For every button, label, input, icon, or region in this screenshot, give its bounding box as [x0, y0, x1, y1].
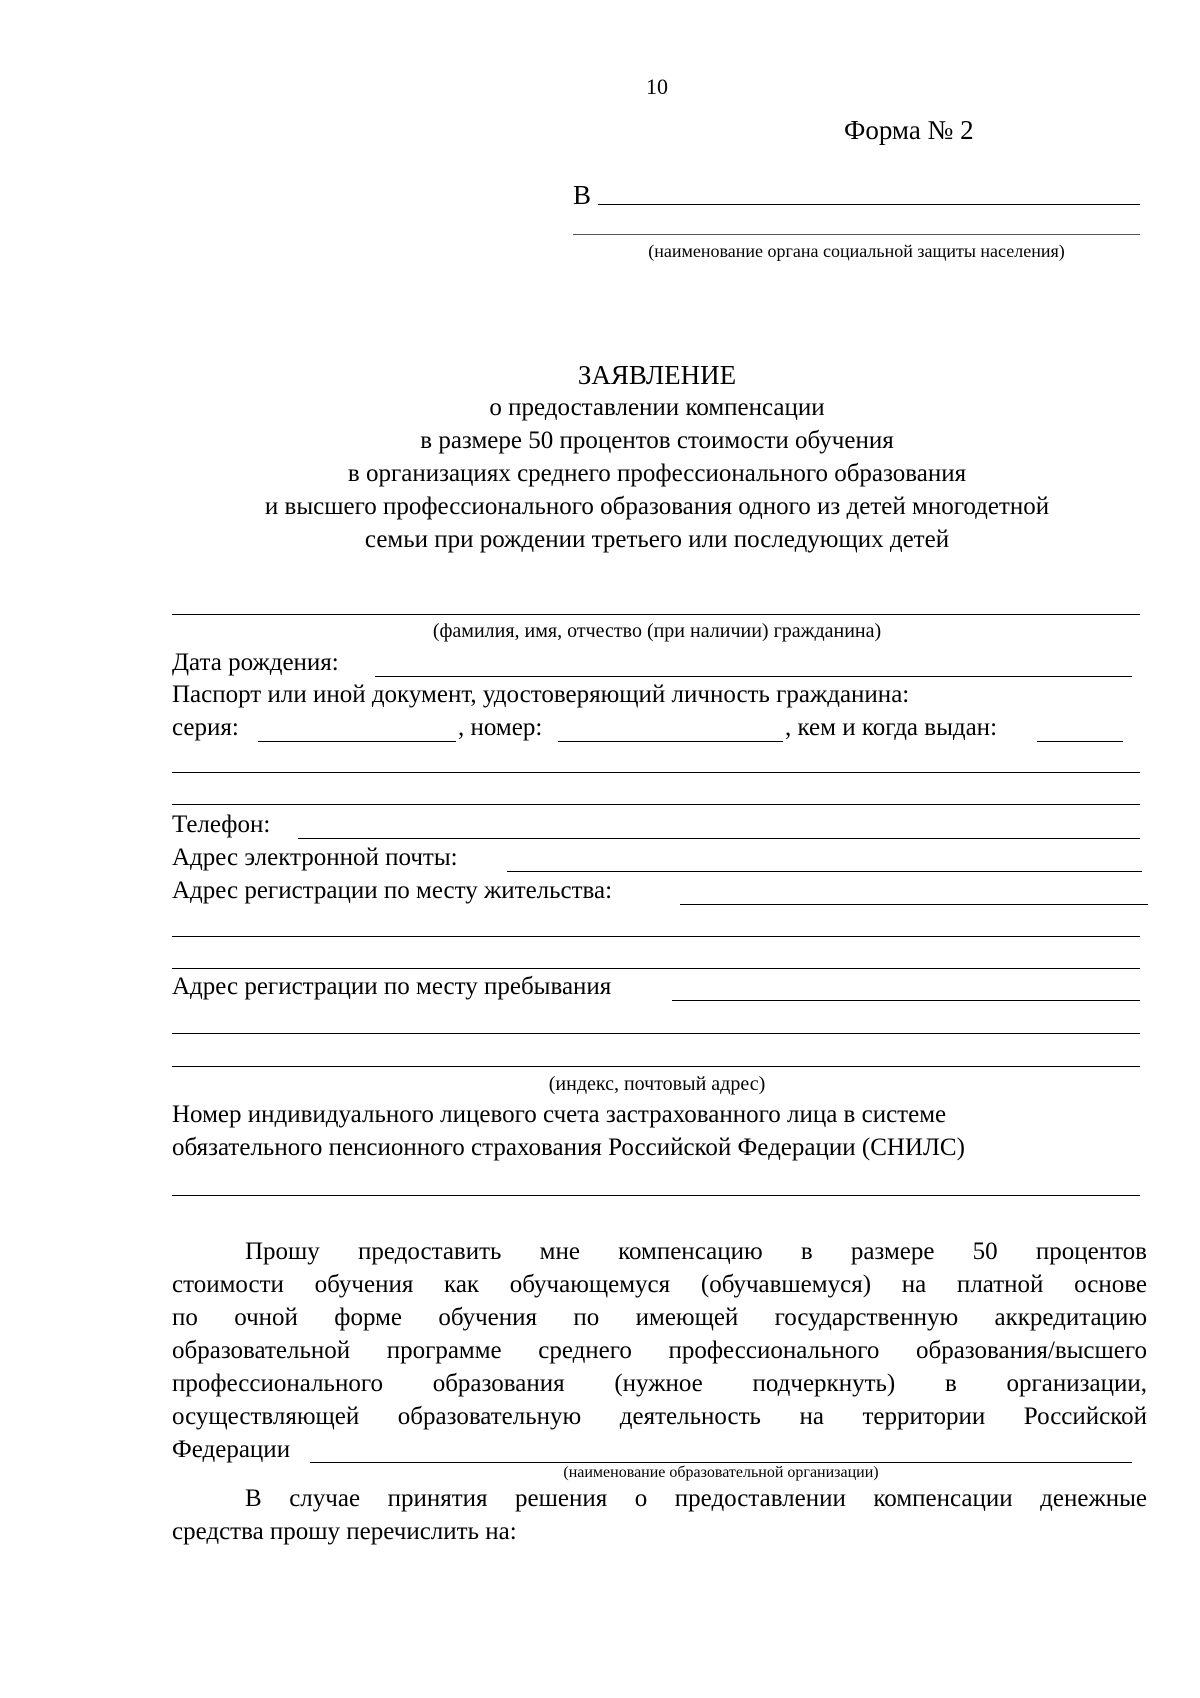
org-caption: (наименование образовательной организации)	[563, 1464, 879, 1481]
number-label: , номер:	[458, 714, 543, 741]
issued-label: , кем и когда выдан:	[785, 714, 998, 741]
title-line: и высшего профессионального образования одного из детей многодетной	[264, 493, 1050, 520]
phone-label: Телефон:	[172, 811, 271, 838]
body-line: осуществляющей образовательную деятельность на территории Российской	[172, 1403, 1147, 1430]
reg-stay-input-line[interactable]	[672, 1000, 1140, 1001]
reg-residence-input-line-2[interactable]	[172, 936, 1140, 937]
issued-input-line[interactable]	[1037, 741, 1123, 742]
fio-caption: (фамилия, имя, отчество (при наличии) гражданина)	[432, 620, 882, 642]
title-line: семьи при рождении третьего или последующих детей	[364, 526, 950, 553]
reg-residence-input-line[interactable]	[680, 904, 1148, 905]
body-line-last: средства прошу перечислить на:	[172, 1518, 517, 1545]
reg-stay-label: Адрес регистрации по месту пребывания	[172, 973, 612, 1000]
postal-caption: (индекс, почтовый адрес)	[548, 1073, 766, 1095]
issued-input-line-3[interactable]	[172, 804, 1140, 805]
addressee-prefix: В	[573, 180, 592, 210]
fio-input-line[interactable]	[172, 614, 1140, 615]
birth-date-input-line[interactable]	[375, 676, 1132, 677]
phone-input-line[interactable]	[298, 838, 1140, 839]
title-line: в организациях среднего профессионального образования	[347, 460, 967, 487]
reg-residence-label: Адрес регистрации по месту жительства:	[172, 877, 613, 904]
passport-label: Паспорт или иной документ, удостоверяющий личность гражданина:	[172, 681, 910, 708]
addressee-input-line[interactable]	[598, 204, 1140, 205]
series-label: серия:	[172, 714, 239, 741]
body-line: стоимости обучения как обучающемуся (обучавшемуся) на платной основе	[172, 1271, 1147, 1298]
snils-label-line2: обязательного пенсионного страхования Российской Федерации (СНИЛС)	[172, 1134, 965, 1161]
document-title: ЗАЯВЛЕНИЕ	[577, 360, 737, 390]
reg-stay-input-line-3[interactable]	[172, 1066, 1140, 1067]
body-line-last: Федерации	[172, 1436, 291, 1463]
issued-input-line-2[interactable]	[172, 772, 1140, 773]
body-line: Прошу предоставить мне компенсацию в размере 50 процентов	[245, 1238, 1147, 1265]
body-line: профессионального образования (нужное подчеркнуть) в организации,	[172, 1370, 1147, 1397]
title-line: в размере 50 процентов стоимости обучения	[420, 427, 894, 454]
email-input-line[interactable]	[507, 871, 1142, 872]
addressee-input-line-2[interactable]	[573, 234, 1140, 235]
body-line: по очной форме обучения по имеющей государственную аккредитацию	[172, 1304, 1147, 1331]
series-input-line[interactable]	[258, 741, 456, 742]
title-line: о предоставлении компенсации	[489, 394, 825, 421]
body-line: В случае принятия решения о предоставлении компенсации денежные	[245, 1485, 1147, 1512]
snils-input-line[interactable]	[172, 1195, 1140, 1196]
page-number: 10	[646, 74, 668, 99]
birth-date-label: Дата рождения:	[172, 649, 339, 676]
snils-label-line1: Номер индивидуального лицевого счета застрахованного лица в системе	[172, 1101, 947, 1128]
body-line: образовательной программе среднего профессионального образования/высшего	[172, 1337, 1147, 1364]
reg-stay-input-line-2[interactable]	[172, 1033, 1140, 1034]
number-input-line[interactable]	[558, 741, 783, 742]
email-label: Адрес электронной почты:	[172, 844, 458, 871]
form-label: Форма № 2	[844, 115, 974, 145]
reg-residence-input-line-3[interactable]	[172, 968, 1140, 969]
addressee-caption: (наименование органа социальной защиты населения)	[648, 241, 1065, 261]
